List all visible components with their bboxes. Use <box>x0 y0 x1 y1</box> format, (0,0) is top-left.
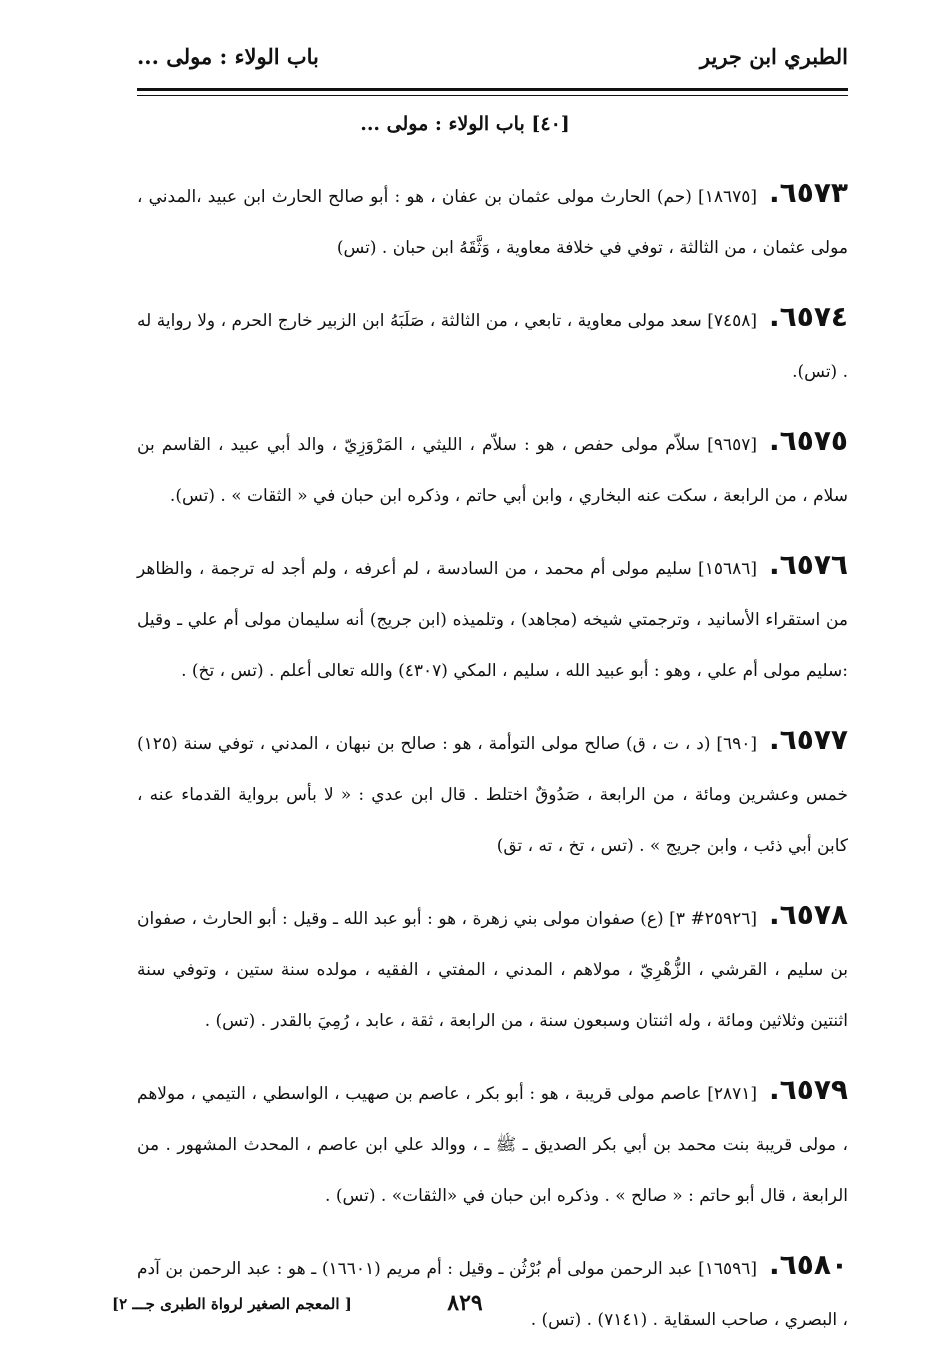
entry-text: [١٦٥٩٦] عبد الرحمن مولى أم بُرْثُن ـ وقيل : أم مريم (١٦٦٠١) ـ هو : عبد الرحمن بن آدم ، البصري ، صاحب السقاية . (٧١٤١) . (تس) . <box>137 1259 848 1330</box>
entry-text: [٢٨٧١] عاصم مولى قريبة ، هو : أبو بكر ، عاصم بن صهيب ، الواسطي ، التيمي ، مولاهم ، مولى قريبة بنت محمد بن أبي بكر الصديق ـ ﷺ ـ ، ووالد علي ابن عاصم ، المحدث المشهور . من الرابعة ، قال أبو حاتم : « صالح » . وذكره ابن حبان في «الثقات» . (تس) . <box>137 1084 848 1206</box>
entry-6579 <box>137 1064 848 1222</box>
entry-number: ٦٥٧٦. <box>769 548 848 581</box>
entry-text: [٢٥٩٢٦# ٣] (ع) صفوان مولى بني زهرة ، هو : أبو عبد الله ـ وقيل : أبو الحارث ، صفوان بن سليم ، القرشي ، الزُّهْرِيّ ، مولاهم ، المدني ، المفتي ، الفقيه ، مولده سنة ستين ، وتوفي سنة اثنتين وثلاثين ومائة ، وله اثنتان وسبعون سنة ، من الرابعة ، ثقة ، عابد ، رُمِيَ بالقدر . (تس) . <box>137 909 848 1031</box>
entry-number: ٦٥٧٣. <box>769 176 848 209</box>
entry-text: [١٥٦٨٦] سليم مولى أم محمد ، من السادسة ، لم أعرفه ، ولم أجد له ترجمة ، والظاهر من استقراء الأسانيد ، وترجمتي شيخه (مجاهد) ، وتلميذه (ابن جريج) أنه سليمان مولى أم علي ـ وقيل :سليم مولى أم علي ، وهو : أبو عبيد الله ، سليم ، المكي (٤٣٠٧) والله تعالى أعلم . (تس ، تخ) . <box>137 559 848 681</box>
entry-6578 <box>137 889 848 1047</box>
entry-number: ٦٥٧٤. <box>769 300 848 333</box>
entry-6574 <box>137 291 848 398</box>
entry-number: ٦٥٧٨. <box>769 898 848 931</box>
entry-6577 <box>137 714 848 872</box>
entry-text: [٦٩٠] (د ، ت ، ق) صالح مولى التوأمة ، هو : صالح بن نبهان ، المدني ، توفي سنة (١٢٥) خمس وعشرين ومائة ، من الرابعة ، صَدُوقٌ اختلط . قال ابن عدي : « لا بأس برواية القدماء عنه ، كابن أبي ذئب ، وابن جريج » . (تس ، تخ ، ته ، تق) <box>137 734 848 856</box>
entry-text: [١٨٦٧٥] (حم) الحارث مولى عثمان بن عفان ، هو : أبو صالح الحارث ابن عبيد ،المدني ، مولى عثمان ، من الثالثة ، توفي في خلافة معاوية ، وَثَّقَهُ ابن حبان . (تس) <box>137 187 848 258</box>
entry-6573 <box>137 167 848 274</box>
page-number: ٨٢٩ <box>447 1290 483 1316</box>
entry-text: [٧٤٥٨] سعد مولى معاوية ، تابعي ، من الثالثة ، صَلَبَهُ ابن الزبير خارج الحرم ، ولا رواية له . (تس). <box>137 311 848 382</box>
chapter-title-header: باب الولاء : مولى ... <box>137 44 319 69</box>
footer-book-title: [ المعجم الصغير لرواة الطبرى جـــ ٢] <box>112 1295 352 1313</box>
entry-6576 <box>137 539 848 697</box>
entry-text: [٩٦٥٧] سلاّم مولى حفص ، هو : سلاّم ، الليثي ، المَرْوَزِيّ ، والد أبي عبيد ، القاسم بن سلام ، من الرابعة ، سكت عنه البخاري ، وابن أبي حاتم ، وذكره ابن حبان في « الثقات » . (تس). <box>137 435 848 506</box>
entries-list <box>137 150 848 1354</box>
running-header <box>137 44 848 84</box>
entry-number: ٦٥٨٠. <box>769 1248 848 1281</box>
entry-number: ٦٥٧٥. <box>769 424 848 457</box>
section-title: [٤٠] باب الولاء : مولى ... <box>360 113 570 135</box>
header-rule-thin <box>137 95 848 96</box>
header-rule-thick <box>137 88 848 91</box>
entry-number: ٦٥٧٧. <box>769 723 848 756</box>
entry-6575 <box>137 415 848 522</box>
entry-number: ٦٥٧٩. <box>769 1073 848 1106</box>
book-title-header: الطبري ابن جرير <box>699 44 848 69</box>
